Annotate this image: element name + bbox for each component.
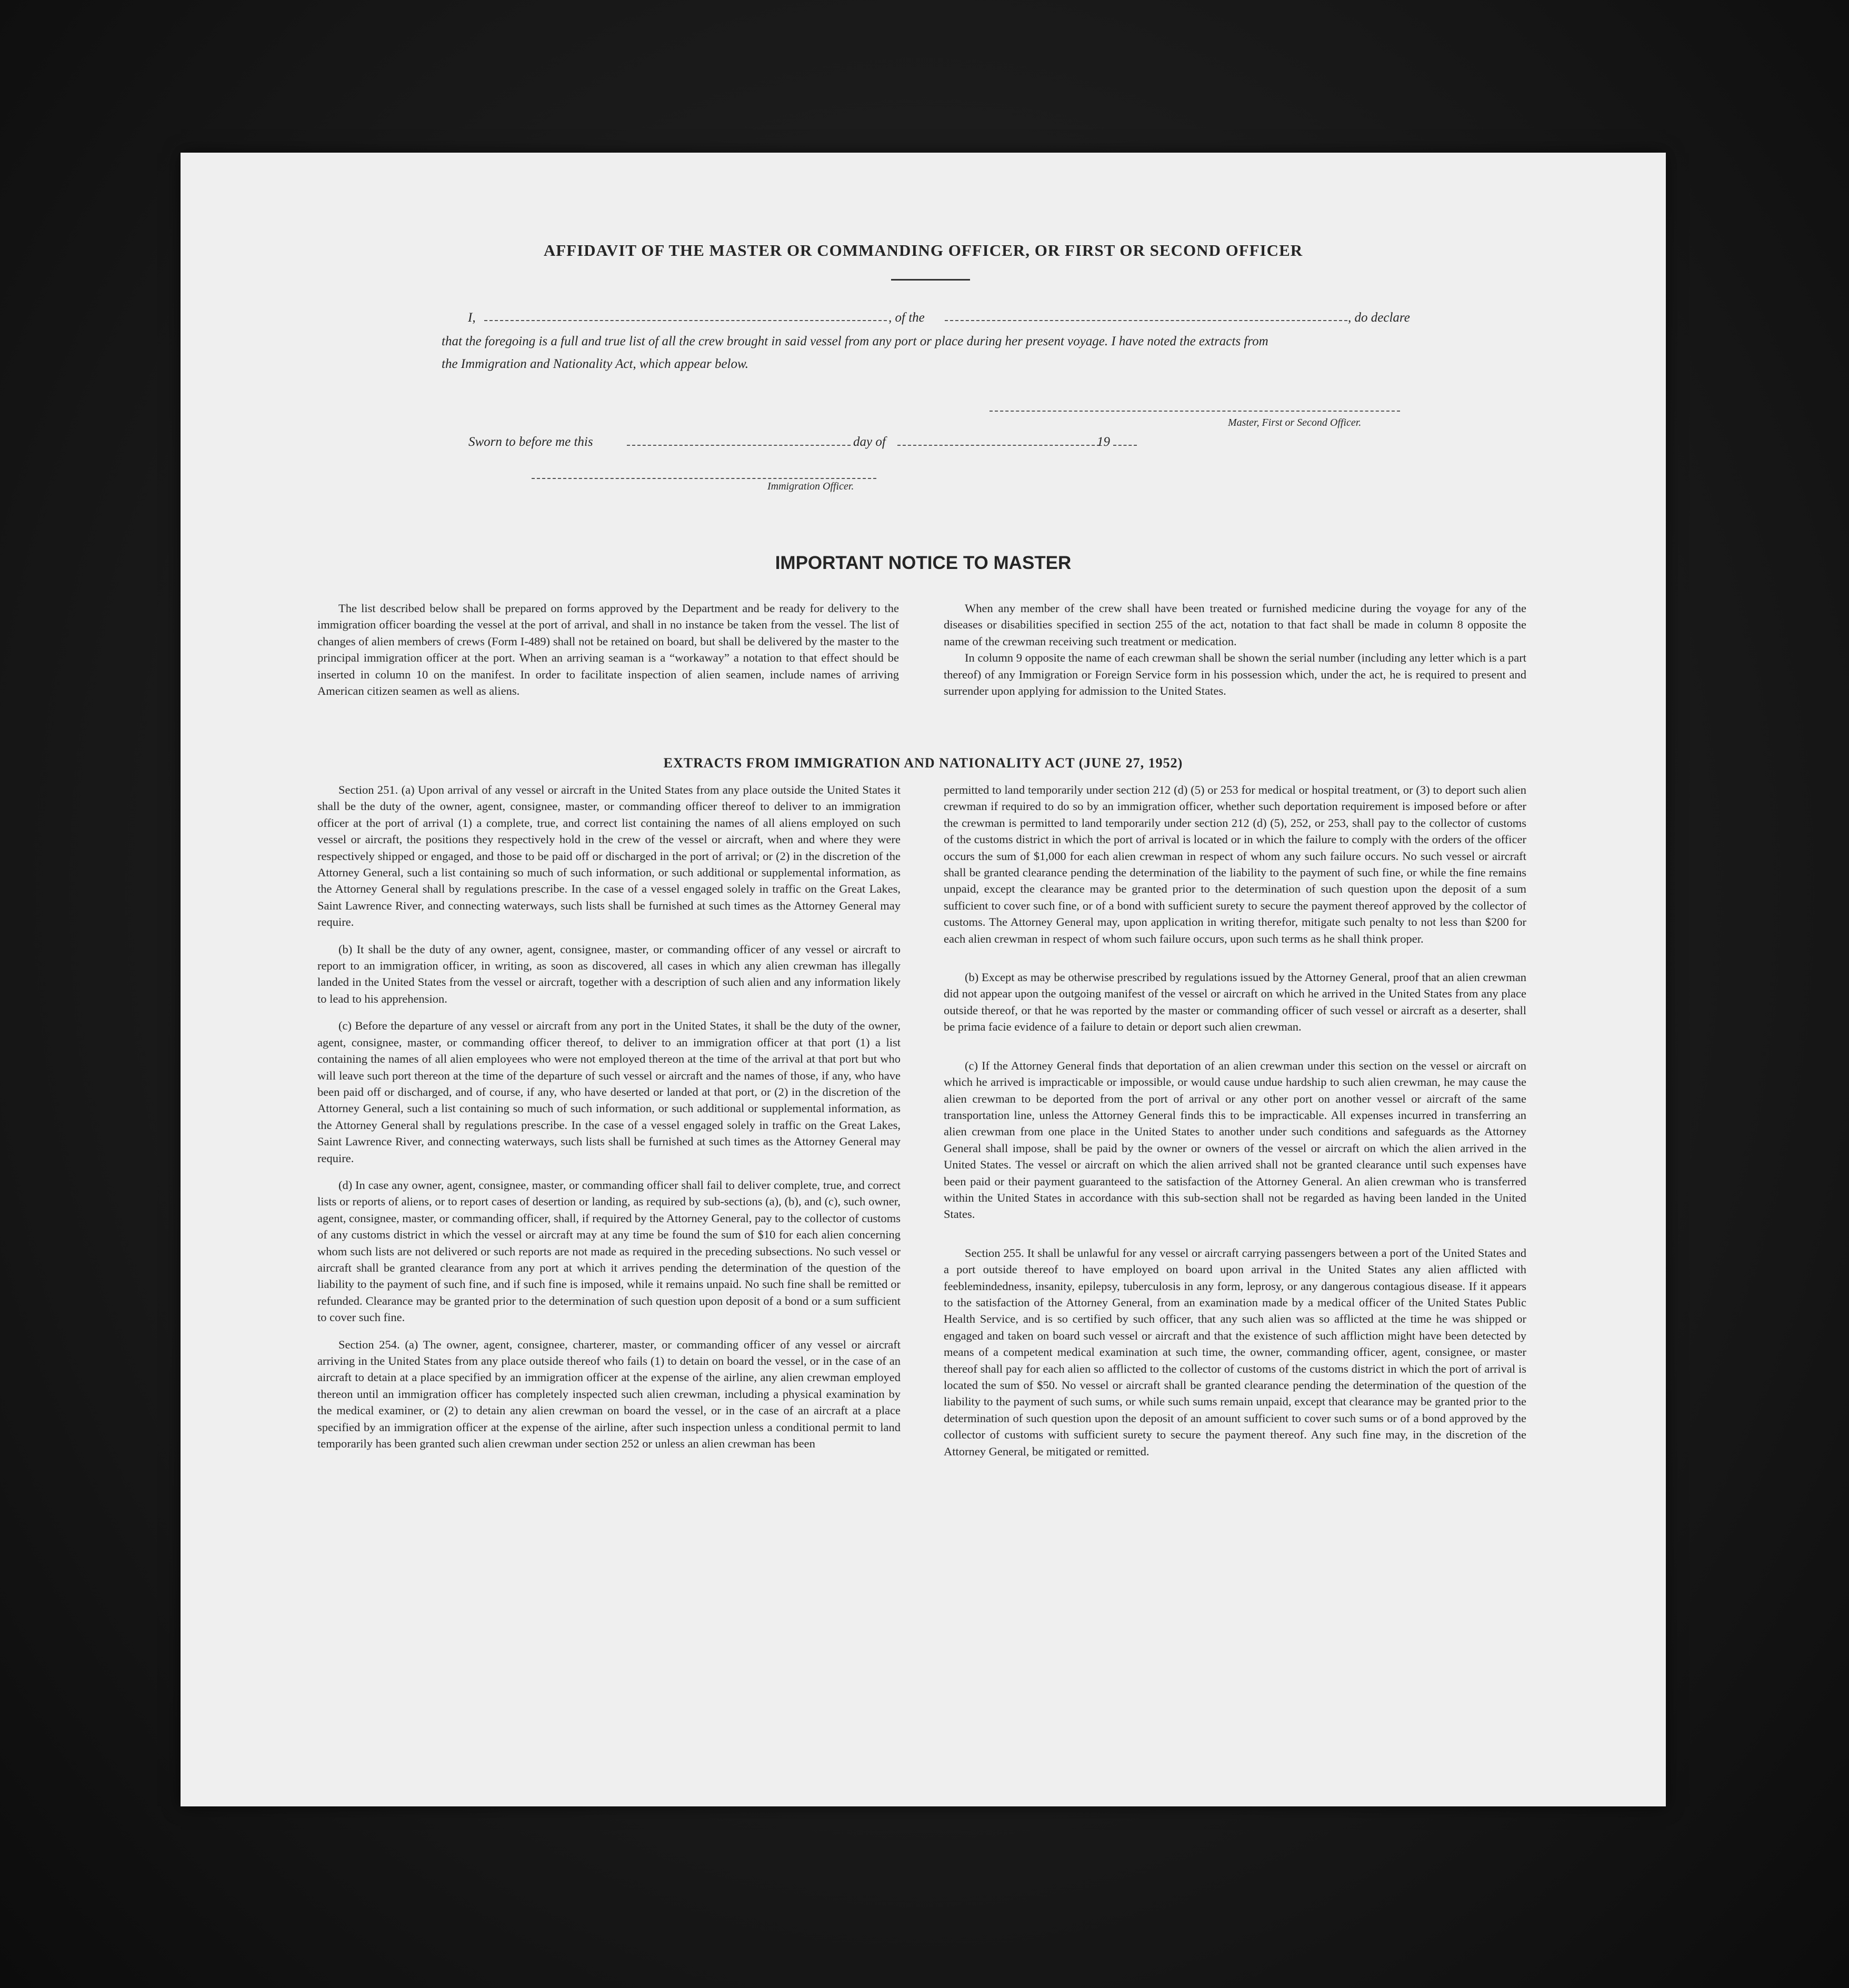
extracts-title: EXTRACTS FROM IMMIGRATION AND NATIONALITY ACT (JUNE 27, 1952) xyxy=(663,755,1183,771)
notice-right-paragraph-1: When any member of the crew shall have been treated or furnished medicine during the voyage for any of the diseases or disabilities specified in section 255 of the act, notation to that fact shall be made in column 8 opposite the name of the crewman receiving such treatment or medication. xyxy=(944,602,1526,648)
affidavit-line-2: that the foregoing is a full and true list of all the crew brought in said vessel from any port or place during her present voyage. I have noted the extracts from xyxy=(442,334,1268,348)
section-251c: (c) Before the departure of any vessel or aircraft from any port in the United States, it shall be the duty of the owner, agent, consignee, master, or commanding officer thereof, to deliver to an immigration officer at that port (1) a list containing the names of all alien employees who were not employed thereon at the time of the arrival at that port but who will leave such port thereon at the time of the departure of such vessel or aircraft and the names of those, if any, who have been paid off or discharged, and of course, if any, who have deserted or landed at that port, or (2) in the discretion of the Attorney General, such a list containing so much of such information, or such additional or supplemental information, as the Attorney General shall by regulations prescribe. In the case of a vessel engaged solely in traffic on the Great Lakes, Saint Lawrence River, and connecting waterways, such lists shall be furnished at such times as the Attorney General may require. xyxy=(317,1019,901,1165)
section-251d: (d) In case any owner, agent, consignee, master, or commanding officer shall fail to deliver complete, true, and correct lists or reports of aliens, or to report cases of desertion or landing, as required by sub-sections (a), (b), and (c), such owner, agent, consignee, master, or commanding officer, shall, if required by the Attorney General, pay to the collector of customs of any customs district in which the vessel or aircraft may at any time be found the sum of $10 for each alien concerning whom such lists are not delivered or such reports are not made as required in the preceding subsections. No such vessel or aircraft shall be granted clearance from any port at which it arrives pending the determination of the question of the liability to the payment of such fine, and if such fine is imposed, while it remains unpaid. No such fine shall be remitted or refunded. Clearance may be granted prior to the determination of such question upon deposit of a bond or a sum sufficient to cover such fine. xyxy=(317,1178,901,1324)
affidavit-title: AFFIDAVIT OF THE MASTER OR COMMANDING OFFICER, OR FIRST OR SECOND OFFICER xyxy=(543,241,1303,259)
sworn-day-line xyxy=(627,445,851,446)
notice-left-paragraph: The list described below shall be prepared on forms approved by the Department and be ready for delivery to the immigration officer boarding the vessel at the port of arrival, and shall in no instance be taken from the vessel. The list of changes of alien members of crews (Form I-489) shall not be retained on board, but shall be delivered by the master to the principal immigration officer at the port. When an arriving seaman is a “workaway” a notation to that effect should be inserted in column 10 on the manifest. In order to facilitate inspection of alien seamen, include names of arriving American citizen seamen as well as aliens. xyxy=(317,602,899,698)
extracts-left-column xyxy=(317,782,901,1452)
year-text: 19 xyxy=(1097,435,1110,449)
vessel-blank-line xyxy=(945,320,1347,321)
notice-left-column xyxy=(317,600,899,699)
affidavit-line-3: the Immigration and Nationality Act, which appear below. xyxy=(442,357,749,371)
section-251a: Section 251. (a) Upon arrival of any vessel or aircraft in the United States from any place outside the United States it shall be the duty of the owner, agent, consignee, master, or commanding officer thereof to deliver to an immigration officer at the port of arrival (1) a complete, true, and correct list containing the names of all aliens employed on such vessel or aircraft, the positions they respectively hold in the crew of the vessel or aircraft, when and where they were respectively shipped or engaged, and those to be paid off or discharged in the port of arrival; or (2) in the discretion of the Attorney General, such a list containing so much of such information, or such additional or supplemental information, as the Attorney General shall by regulations prescribe. In the case of a vessel engaged solely in traffic on the Great Lakes, Saint Lawrence River, and connecting waterways, such lists shall be furnished at such times as the Attorney General may require. xyxy=(317,783,901,929)
notice-title: IMPORTANT NOTICE TO MASTER xyxy=(775,553,1072,573)
day-of-text: day of xyxy=(853,435,886,449)
section-255: Section 255. It shall be unlawful for any vessel or aircraft carrying passengers between a port of the United States and a port outside thereof to have employed on board upon arrival in the United States any alien afflicted with feeblemindedness, insanity, epilepsy, tuberculosis in any form, leprosy, or any dangerous contagious disease. If it appears to the satisfaction of the Attorney General, from an examination made by a medical officer of the United States Public Health Service, and is so certified by such officer, that any such alien was so afflicted at the time he was shipped or engaged and taken on board such vessel or aircraft and that the existence of such affliction might have been detected by means of a competent medical examination at such time, the owner, commanding officer, agent, consignee, or master thereof shall pay for each alien so afflicted to the collector of customs of the customs district in which the port of arrival is located the sum of $50. No vessel or aircraft shall be granted clearance pending the determination of the question of the liability to the payment of such sums, or while such sums remain unpaid, except that clearance may be granted prior to the determination of such question upon the deposit of an amount sufficient to cover such sums or of a bond approved by the collector of customs with sufficient surety to secure the payment thereof. Any such fine may, in the discretion of the Attorney General, be mitigated or remitted. xyxy=(944,1246,1526,1458)
section-254a: Section 254. (a) The owner, agent, consignee, charterer, master, or commanding officer of any vessel or aircraft arriving in the United States from any place outside thereof who fails (1) to detain on board the vessel, or in the case of an aircraft to detain at a place specified by an immigration officer at the expense of the airline, any alien crewman employed thereon until an immigration officer has completely inspected such alien crewman, including a physical examination by the medical examiner, or (2) to detain any alien crewman on board the vessel, or in the case of an aircraft at a place specified by an immigration officer at the expense of the airline, after such inspection unless a conditional permit to land temporarily has been granted such alien crewman under section 252 or unless an alien crewman has been xyxy=(317,1337,901,1451)
section-254a-continued: permitted to land temporarily under section 212 (d) (5) or 253 for medical or hospital treatment, or (3) to deport such alien crewman if required to do so by an immigration officer, whether such deportation requirement is imposed before or after the crewman is permitted to land temporarily under section 212 (d) (5), 252, or 253, shall pay to the collector of customs of the customs district in which the port of arrival is located or in which the failure to comply with the orders of the officer occurs the sum of $1,000 for each alien crewman in respect of whom any such failure occurs. No such vessel or aircraft shall be granted clearance pending the determination of the liability to the payment of such fine, or while the fine remains unpaid, except the clearance may be granted prior to the determination of such question upon the deposit of a sum sufficient to cover such fine, or of a bond with sufficient surety to secure the payment thereof approved by the collector of customs. The Attorney General may, upon application in writing therefor, mitigate such penalty to not less than $200 for each alien crewman in respect of whom such failure occurs, upon such terms as he shall think proper. xyxy=(944,783,1526,945)
month-line xyxy=(897,445,1100,446)
affidavit-i: I, xyxy=(468,311,476,325)
master-signature-line xyxy=(990,411,1400,412)
officer-signature-line xyxy=(532,478,876,479)
officer-signature-label: Immigration Officer. xyxy=(767,481,854,492)
sworn-text: Sworn to before me this xyxy=(468,435,593,449)
section-254b: (b) Except as may be otherwise prescribed by regulations issued by the Attorney General, proof that an alien crewman did not appear upon the outgoing manifest of the vessel or aircraft on which he arrived in the United States from any place outside thereof, or that he was reported by the master or commanding officer of such vessel or aircraft as a deserter, shall be prima facie evidence of a failure to detain or deport such alien crewman. xyxy=(944,971,1526,1034)
document-page xyxy=(181,153,1666,1806)
section-254c: (c) If the Attorney General finds that deportation of an alien crewman under this section on the vessel or aircraft on which he arrived is impracticable or impossible, or would cause undue hardship to such alien crewman, he may cause the alien crewman to be deported from the port of arrival or any other port on another vessel or aircraft of the same transportation line, unless the Attorney General finds this to be impracticable. All expenses incurred in transferring an alien crewman from one place in the United States to another under such conditions and safeguards as the Attorney General shall impose, shall be paid by the owner or owners of the vessel or aircraft on which the alien arrived in the United States. The vessel or aircraft on which the alien arrived shall not be granted clearance until such expenses have been paid or their payment guaranteed to the satisfaction of the Attorney General. An alien crewman who is transferred within the United States in accordance with this sub-section shall not be regarded as having been landed in the United States. xyxy=(944,1058,1526,1221)
name-blank-line xyxy=(484,320,887,321)
affidavit-declare: , do declare xyxy=(1348,311,1410,325)
notice-right-paragraph-2: In column 9 opposite the name of each crewman shall be shown the serial number (including any letter which is a part thereof) of any Immigration or Foreign Service form in his possession which, under the act, he is required to present and surrender upon applying for admission to the United States. xyxy=(944,651,1526,698)
notice-right-column xyxy=(944,600,1526,699)
extracts-right-column xyxy=(944,782,1526,1460)
master-signature-label: Master, First or Second Officer. xyxy=(1228,417,1362,428)
year-line xyxy=(1113,445,1137,446)
title-rule xyxy=(891,279,970,281)
section-251b: (b) It shall be the duty of any owner, agent, consignee, master, or commanding officer of any vessel or aircraft to report to an immigration officer, in writing, as soon as discovered, all cases in which any alien crewman has illegally landed in the United States from the vessel or aircraft, together with a description of such alien and any information likely to lead to his apprehension. xyxy=(317,942,901,1005)
affidavit-of-the: , of the xyxy=(888,311,925,325)
